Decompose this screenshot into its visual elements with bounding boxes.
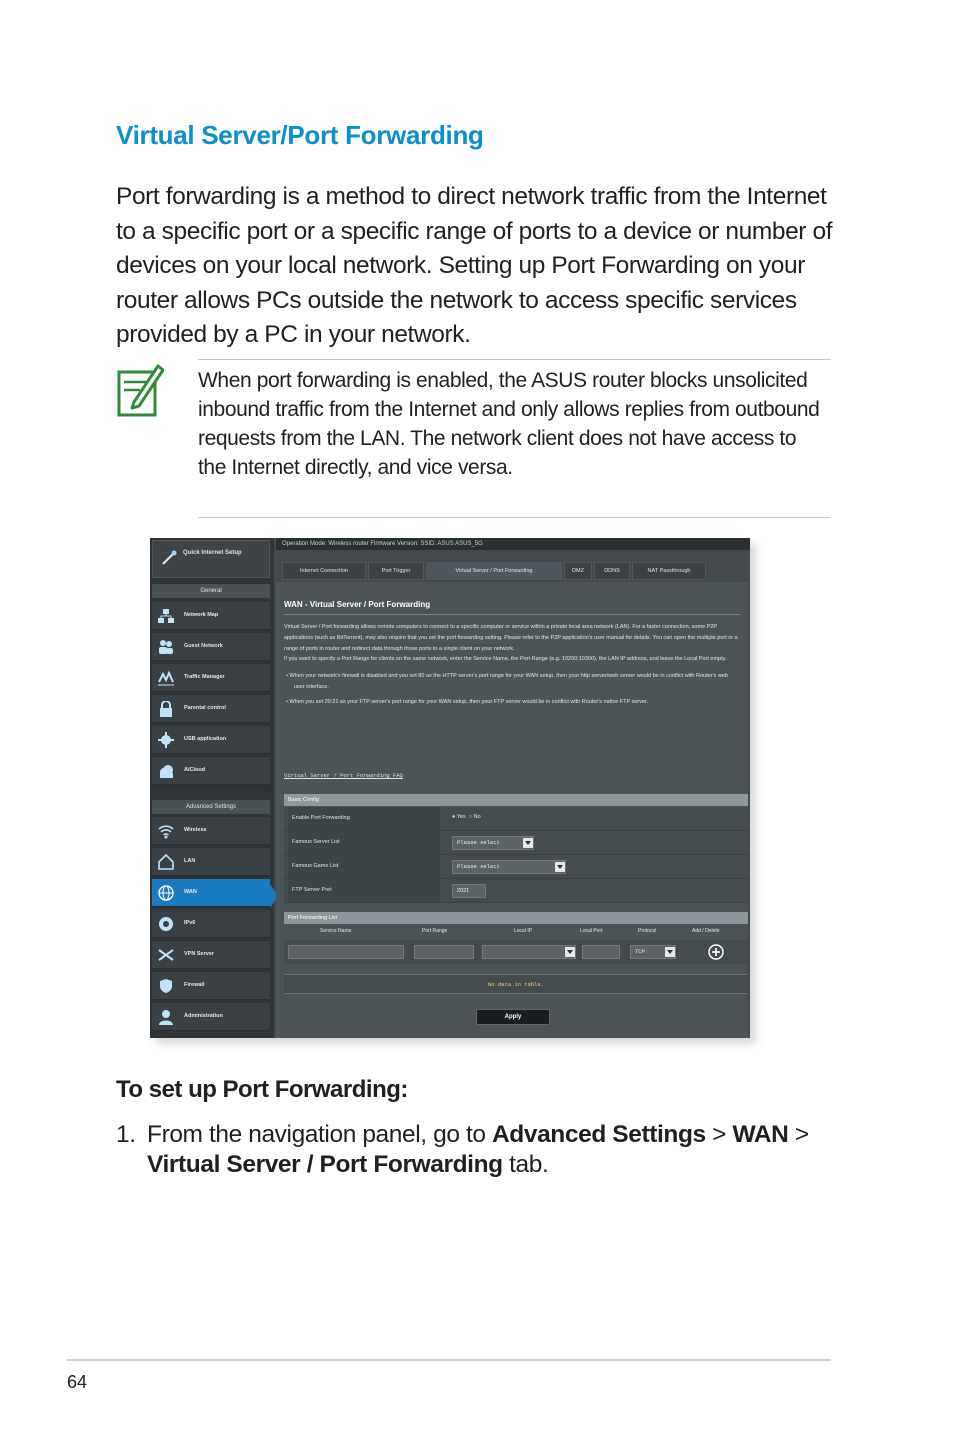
step-sep-1: > (705, 1121, 733, 1148)
sidebar-item-label: VPN Server (184, 951, 214, 957)
famous-game-list-row (284, 855, 748, 879)
sidebar-item-label: Network Map (184, 612, 219, 618)
sidebar-item-vpn-server[interactable] (152, 941, 270, 969)
sidebar-item-guest-network[interactable] (152, 633, 270, 661)
sidebar-item-parental-control[interactable] (152, 695, 270, 723)
local-port-input[interactable] (582, 945, 620, 959)
col-local-port: Local Port (580, 928, 603, 934)
step-wan: WAN (732, 1121, 789, 1148)
enable-port-forwarding-row (284, 807, 748, 831)
step-text-post: tab. (502, 1151, 549, 1178)
sidebar-item-firewall[interactable] (152, 972, 270, 1000)
intro-paragraph: Port forwarding is a method to direct network traffic from the Internet to a specific port or a specific range of ports to a device or number of devices on your local network. Setting up Port Forwarding on your router allows PCs outside the network to access specific services provided by a PC in your network. (116, 183, 833, 348)
sidebar-item-wireless[interactable] (152, 817, 270, 845)
globe-icon (158, 885, 174, 901)
tab-internet-connection[interactable]: Internet Connection (282, 562, 366, 580)
sidebar-general-header: General (152, 584, 270, 598)
wireless-icon (158, 823, 174, 839)
radio-yes[interactable]: Yes (456, 814, 466, 820)
sidebar-item-usb-application[interactable] (152, 726, 270, 754)
col-protocol: Protocol (638, 928, 657, 934)
usb-icon (158, 732, 174, 748)
col-add-delete: Add / Delete (692, 928, 720, 934)
shield-icon (158, 978, 174, 994)
sidebar-quick-setup[interactable] (152, 540, 270, 578)
sidebar-item-aicloud[interactable] (152, 757, 270, 785)
tab-port-trigger[interactable]: Port Trigger (368, 562, 424, 580)
ftp-server-port-label: FTP Server Port (288, 879, 440, 902)
bullet-1-text: When your network's firewall is disabled and you set 80 as the HTTP server's port range for your WAN setup, then your http server/web server would be in conflict with Router's web user interface. (289, 673, 728, 690)
step-number: 1. (116, 1121, 136, 1148)
famous-game-select[interactable] (452, 860, 566, 874)
step-text-pre: From the navigation panel, go to (147, 1121, 492, 1148)
tab-virtual-server[interactable]: Virtual Server / Port Forwarding (426, 562, 562, 580)
bullet-2: • When you set 20:21 as your FTP server's port range for your WAN setup, then your FTP server would be in conflict with Router's native FTP server. (286, 698, 649, 705)
sidebar-item-traffic-manager[interactable] (152, 664, 270, 692)
ftp-port-input[interactable]: 2021 (452, 884, 486, 898)
chevron-down-icon (555, 862, 565, 872)
steps-title: To set up Port Forwarding: (116, 1076, 408, 1103)
sidebar-item-label: WAN (184, 889, 197, 895)
quick-setup-label: Quick Internet Setup (183, 550, 242, 556)
step-1 (116, 1120, 836, 1180)
sidebar-item-label: Wireless (184, 827, 207, 833)
chevron-down-icon (665, 947, 675, 957)
chevron-down-icon (523, 838, 533, 848)
sidebar-advanced-header: Advanced Settings (152, 800, 270, 814)
port-range-input[interactable] (414, 945, 474, 959)
traffic-manager-icon (158, 670, 174, 686)
note-text: When port forwarding is enabled, the ASUS router blocks unsolicited inbound traffic from the Internet and only allows replies from outbound requests from the LAN. The network client does not have access to the Internet directly, and vice versa. (198, 369, 820, 479)
enable-port-forwarding-label: Enable Port Forwarding (288, 807, 440, 830)
router-sidebar (150, 538, 274, 1038)
router-main-panel (276, 582, 748, 1038)
apply-button[interactable]: Apply (476, 1009, 550, 1025)
guest-network-icon (158, 639, 174, 655)
no-data-message: No data in table. (284, 974, 748, 994)
router-screenshot (150, 538, 750, 1038)
description-text-2: If you want to specify a Port Range for clients on the same network, enter the Service Name, the Port Range (e.g. 10200:10300), the LAN IP address, and leave the Local Port empty. (284, 656, 727, 663)
tab-dmz[interactable]: DMZ (564, 562, 592, 580)
radio-no[interactable]: No (473, 814, 481, 820)
sidebar-item-label: Guest Network (184, 643, 223, 649)
sidebar-item-label: Administration (184, 1013, 223, 1019)
lock-icon (158, 701, 174, 717)
famous-game-list-label: Famous Game List (288, 855, 440, 878)
wand-icon (160, 549, 178, 567)
heading-divider (284, 614, 740, 615)
pf-input-row (284, 940, 748, 964)
col-service-name: Service Name (320, 928, 352, 934)
sidebar-item-label: IPv6 (184, 920, 196, 926)
protocol-select[interactable] (630, 945, 676, 959)
ipv6-icon (158, 916, 174, 932)
local-ip-select[interactable] (482, 945, 576, 959)
tab-nat-passthrough[interactable]: NAT Passthrough (632, 562, 706, 580)
step-virtual-server: Virtual Server / Port Forwarding (147, 1151, 503, 1178)
service-name-input[interactable] (288, 945, 404, 959)
note-divider-bottom (198, 517, 831, 518)
select-value: TCP (635, 948, 645, 955)
router-tabs (276, 562, 750, 580)
home-icon (158, 854, 174, 870)
router-top-bar: Operation Mode: Wireless router Firmware Version: SSID: ASUS ASUS_5G (276, 538, 750, 550)
description-text: Virtual Server / Port forwarding allows remote computers to connect to a specific computer or service within a private local area network (LAN). For a faster connection, some P2P applications (such as BitTorrent), may also require that you set the port forwarding setting. Please refer to the P2P application's user manual for details. You can open the multiple port or a range of ports in router and redirect data through those ports to a single client on your network. (284, 624, 738, 652)
sidebar-item-network-map[interactable] (152, 602, 270, 630)
enable-radio-group[interactable]: ● Yes ○ No (452, 814, 481, 820)
add-circle-icon[interactable] (708, 944, 724, 960)
col-port-range: Port Range (422, 928, 448, 934)
bullet-1: • When your network's firewall is disabled and you set 80 as the HTTP server's port range for your WAN setup, then your http server/web server would be in conflict with Router's web user interface. (286, 673, 728, 690)
step-advanced-settings: Advanced Settings (492, 1121, 706, 1148)
sidebar-item-label: AiCloud (184, 767, 206, 773)
col-local-ip: Local IP (514, 928, 533, 934)
admin-icon (158, 1009, 174, 1025)
sidebar-item-ipv6[interactable] (152, 910, 270, 938)
note-divider-top (198, 359, 831, 360)
page-number: 64 (67, 1372, 88, 1392)
note-pencil-icon (116, 362, 164, 418)
sidebar-item-lan[interactable] (152, 848, 270, 876)
sidebar-item-label: USB application (184, 736, 227, 742)
cloud-icon (158, 763, 174, 779)
router-description (284, 622, 740, 708)
step-body (147, 1120, 836, 1180)
basic-config-header: Basic Config (284, 794, 748, 806)
faq-link[interactable]: Virtual Server / Port Forwarding FAQ (284, 772, 403, 779)
section-title: Virtual Server/Port Forwarding (116, 120, 484, 150)
famous-server-list-label: Famous Server List (288, 831, 440, 854)
ftp-server-port-row (284, 879, 748, 903)
sidebar-item-label: Traffic Manager (184, 674, 225, 680)
famous-server-select[interactable] (452, 836, 534, 850)
router-page-heading: WAN - Virtual Server / Port Forwarding (284, 600, 431, 609)
chevron-down-icon (565, 947, 575, 957)
vpn-icon (158, 947, 174, 963)
select-value: Please select (457, 839, 500, 846)
sidebar-item-wan[interactable] (152, 879, 270, 907)
tab-ddns[interactable]: DDNS (594, 562, 630, 580)
pf-column-headers (284, 925, 748, 939)
sidebar-item-label: Firewall (184, 982, 205, 988)
step-sep-2: > (788, 1121, 809, 1148)
sidebar-item-label: Parental control (184, 705, 226, 711)
sidebar-item-administration[interactable] (152, 1003, 270, 1031)
select-value: Please select (457, 863, 500, 870)
sidebar-item-label: LAN (184, 858, 196, 864)
bullet-2-text: When you set 20:21 as your FTP server's port range for your WAN setup, then your FTP server would be in conflict with Router's native FTP server. (289, 698, 649, 705)
network-map-icon (158, 608, 174, 624)
footer-divider (67, 1359, 831, 1361)
famous-server-list-row (284, 831, 748, 855)
port-forwarding-list-header: Port Forwarding List (284, 912, 748, 924)
